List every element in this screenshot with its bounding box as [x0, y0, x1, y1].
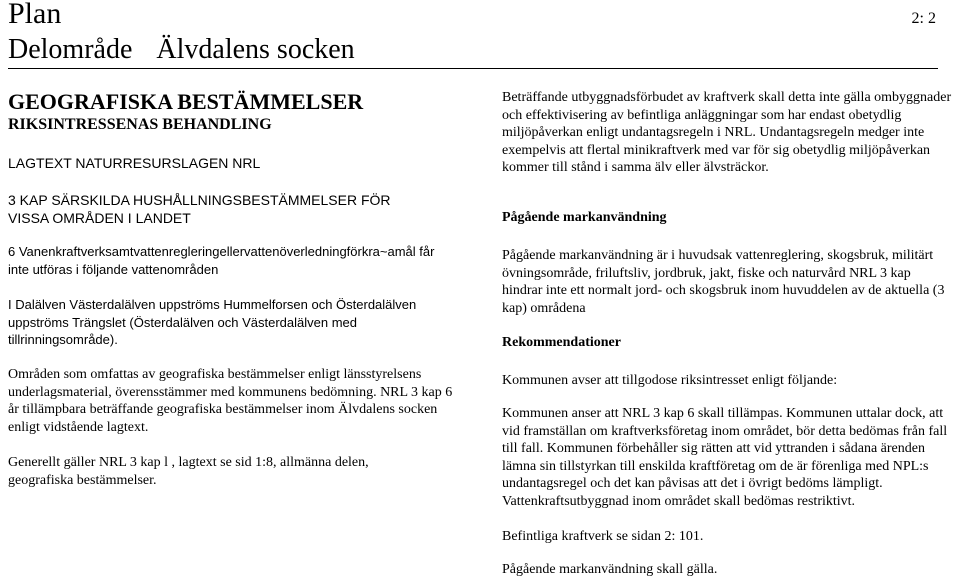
page-number: 2: 2: [911, 10, 936, 27]
kap3-heading: 3 KAP SÄRSKILDA HUSHÅLLNINGSBESTÄMMELSER FÖR VISSA OMRÅDEN I LANDET: [8, 192, 391, 226]
pagaende-skall-line: Pågående markanvändning skall gälla.: [502, 562, 718, 577]
area-subtitle-label: Delområde: [8, 34, 133, 65]
pagaende-heading: Pågående markanvändning: [502, 210, 667, 225]
omraden-paragraph: Områden som omfattas av geografiska bestämmelser enligt länsstyrelsens underlagsmaterial, överensstämmer med kommunens bedömning. NRL 3 kap 6 år tillämpbara beträffande geografiska bestämmelser inom Älvdalens socken enligt vidstående lagtext.: [8, 367, 453, 435]
pagaende-paragraph: Pågående markanvändning är i huvudsak vattenreglering, skogsbruk, militärt övningsområde, friluftsliv, jordbruk, jakt, fiske och naturvård NRL 3 kap hindrar inte ett normalt jord- och skogsbruk inom huvuddelen av de aktuella (3 kap) områdena: [502, 248, 945, 316]
befintliga-kraftverk-line: Befintliga kraftverk se sidan 2: 101.: [502, 529, 704, 544]
section-heading: GEOGRAFISKA BESTÄMMELSER: [8, 89, 364, 114]
header-divider: [8, 68, 938, 69]
paragraph-6: 6 Vanenkraftverksamtvattenregleringellervattenöverledningförkra~amål får inte utföras i följande vattenområden: [8, 244, 435, 277]
rekommendationer-paragraph: Kommunen anser att NRL 3 kap 6 skall tillämpas. Kommunen uttalar dock, att vid framställan om kraftverksföretag inom området, bör detta bedömas från fall till fall. Kommunen förbehåller sig rätten att vid yttranden i sådana ärenden lämna sin tillstyrkan till enskilda kraftföretag om de är förenliga med NPL:s undantagsregel och det kan påvisas att det i övrigt bedöms lämpligt. Vattenkraftsutbyggnad inom området skall bedömas restriktivt.: [502, 406, 948, 509]
plan-title: Plan: [8, 0, 62, 30]
section-subheading: RIKSINTRESSENAS BEHANDLING: [8, 116, 272, 133]
generellt-paragraph: Generellt gäller NRL 3 kap l , lagtext se sid 1:8, allmänna delen, geografiska bestämmelser.: [8, 455, 369, 488]
lagtext-heading: LAGTEXT NATURRESURSLAGEN NRL: [8, 155, 261, 171]
area-subtitle: [8, 33, 355, 67]
rekommendationer-heading: Rekommendationer: [502, 335, 621, 350]
area-subtitle-name: Älvdalens socken: [156, 34, 355, 65]
rekommendationer-intro: Kommunen avser att tillgodose riksintresset enligt följande:: [502, 373, 838, 388]
betraffande-paragraph: Beträffande utbyggnadsförbudet av kraftverk skall detta inte gälla ombyggnader och effektivisering av befintliga anläggningar som har endast obetydlig miljöpåverkan enligt undantagsregeln i NRL. Undantagsregeln medger inte exempelvis att flertal minikraftverk med var för sig obetydlig miljöpåverkan kommer till stånd i samma älv eller älvsträckor.: [502, 90, 952, 176]
rivers-paragraph: I Dalälven Västerdalälven uppströms Hummelforsen och Österdalälven uppströms Trängslet (Österdalälven och Västerdalälven med tillrinningsområde).: [8, 297, 417, 347]
